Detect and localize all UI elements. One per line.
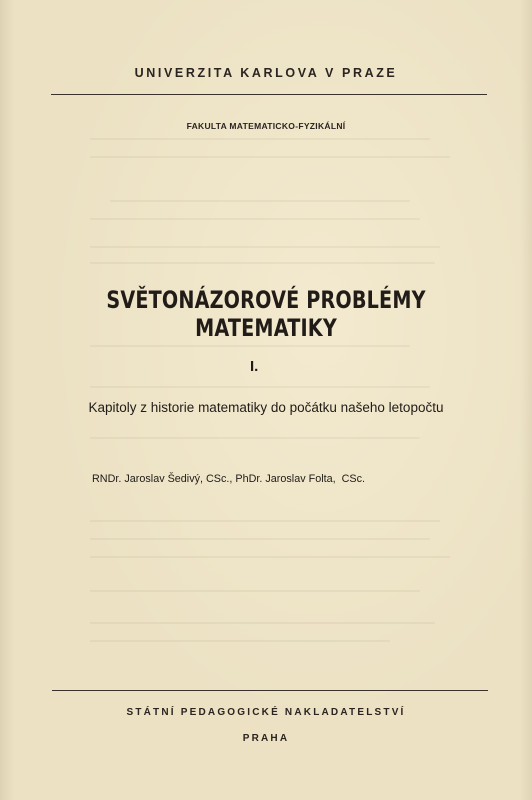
footer-rule	[52, 690, 488, 691]
show-through-line	[90, 622, 435, 624]
university-name: UNIVERZITA KARLOVA V PRAZE	[134, 66, 398, 80]
show-through-line	[90, 538, 430, 540]
show-through-line	[90, 345, 410, 347]
show-through-line	[90, 590, 420, 592]
book-title: SVĚTONÁZOROVÉ PROBLÉMY MATEMATIKY	[106, 286, 426, 342]
header-rule	[51, 94, 487, 95]
show-through-line	[90, 386, 430, 388]
show-through-line	[90, 262, 435, 264]
show-through-line	[110, 200, 410, 202]
show-through-line	[90, 246, 440, 248]
publisher-city: PRAHA	[242, 733, 290, 744]
show-through-line	[90, 156, 450, 158]
show-through-line	[90, 556, 450, 558]
publisher-name: STÁTNÍ PEDAGOGICKÉ NAKLADATELSTVÍ	[126, 707, 406, 718]
show-through-line	[90, 218, 420, 220]
authors: RNDr. Jaroslav Šedivý, CSc., PhDr. Jaroslav Folta, CSc.	[92, 473, 366, 485]
volume-number: I.	[250, 358, 259, 375]
show-through-line	[90, 520, 440, 522]
show-through-line	[90, 138, 430, 140]
show-through-line	[90, 640, 390, 642]
show-through-line	[90, 437, 420, 439]
faculty-name: FAKULTA MATEMATICKO-FYZIKÁLNÍ	[186, 121, 346, 131]
book-subtitle: Kapitoly z historie matematiky do počátku našeho letopočtu	[88, 400, 444, 415]
